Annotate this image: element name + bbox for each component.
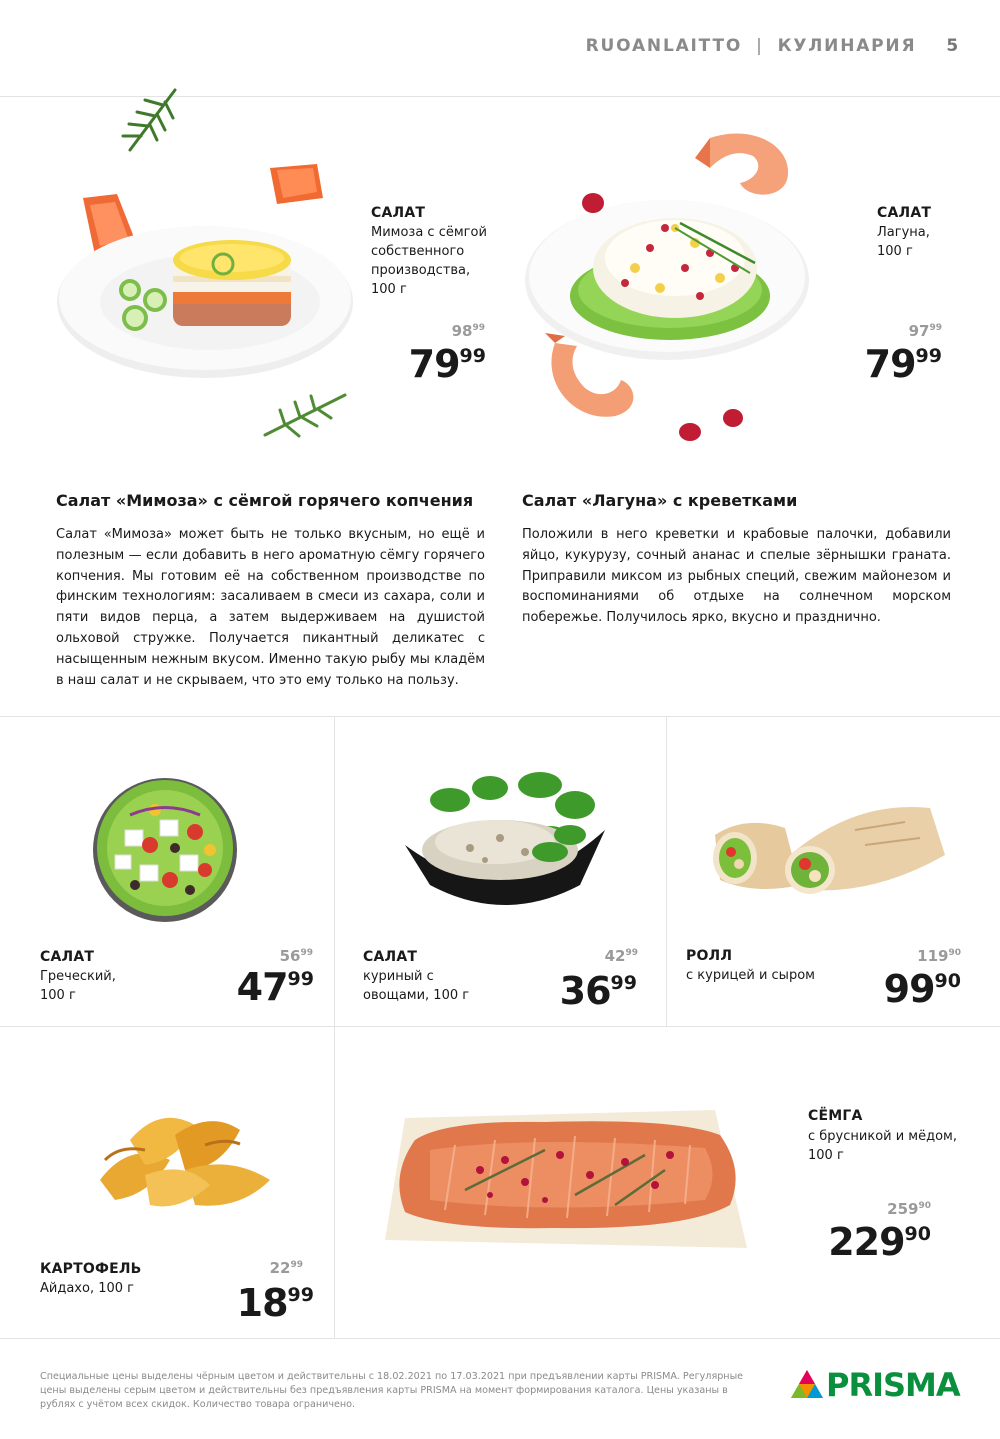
divider: [0, 1338, 1000, 1339]
salmon-fillet-image: [385, 1100, 750, 1250]
regular-price: $119^{90}$: [917, 947, 961, 965]
greek-salad-image: [85, 760, 245, 930]
regular-price: $56^{99}$: [279, 947, 313, 965]
product-description: куриный с овощами, 100 г: [363, 969, 470, 1003]
header-separator: |: [756, 36, 764, 56]
article-title-mimosa: Салат «Мимоза» с сёмгой горячего копчения: [56, 491, 474, 510]
special-price: 7999: [408, 342, 486, 386]
regular-price: $98^{99}$: [451, 322, 485, 340]
special-price: 3699: [559, 969, 637, 1013]
product-title: РОЛЛ: [686, 948, 733, 964]
regular-price: $259^{90}$: [887, 1200, 931, 1218]
prisma-logo-text: PRISMA: [826, 1366, 960, 1404]
special-price: 4799: [236, 965, 314, 1009]
product-title: САЛАТ: [877, 205, 932, 221]
potato-wedges-image: [90, 1100, 275, 1215]
regular-price: $42^{99}$: [604, 947, 638, 965]
product-description: с курицей и сыром: [686, 968, 815, 983]
mimosa-salad-image: [55, 80, 365, 450]
divider: [666, 716, 667, 1026]
special-price: 22990: [828, 1220, 931, 1264]
product-title: САЛАТ: [40, 949, 95, 965]
divider: [0, 1026, 1000, 1027]
product-title: КАРТОФЕЛЬ: [40, 1261, 142, 1277]
divider: [334, 716, 335, 1338]
product-description: Лагуна, 100 г: [877, 225, 930, 259]
product-description: Айдахо, 100 г: [40, 1281, 134, 1296]
shrimp-icon: [695, 134, 788, 195]
header-section-title: [586, 36, 960, 56]
product-title: САЛАТ: [371, 205, 426, 221]
article-text-mimosa: Салат «Мимоза» может быть не только вкусным, но ещё и полезным — если добавить в него ароматную сёмгу горячего копчения. Мы готовим её на собственном производстве по финским технологиям: засаливаем в смеси из сахара, соли и пяти видов перца, а затем выдерживаем на душистой ольховой стружке. Получается пикантный деликатес с насыщенным нежным вкусом. Именно такую рыбу мы кладём в наш салат и не скрываем, что это ему только на пользу.: [56, 527, 485, 688]
special-price: 7999: [864, 342, 942, 386]
laguna-salad-image: [525, 118, 825, 448]
header-section-ru: КУЛИНАРИЯ: [777, 36, 917, 56]
special-price: 9990: [883, 967, 961, 1011]
chicken-roll-image: [705, 800, 950, 895]
prisma-triangle-icon: [790, 1368, 824, 1400]
article-text-laguna: Положили в него креветки и крабовые палочки, добавили яйцо, кукурузу, сочный ананас и спелые зёрнышки граната. Приправили миксом из рыбных специй, свежим майонезом и воспоминаниями об отдыхе на солнечном морском побережье. Получилось ярко, вкусно и празднично.: [522, 527, 951, 626]
pomegranate-seed-icon: [582, 193, 604, 213]
prisma-logo: [790, 1366, 965, 1404]
special-price: 1899: [236, 1281, 314, 1325]
page-number: 5: [946, 36, 960, 56]
divider: [0, 716, 1000, 717]
article-title-laguna: Салат «Лагуна» с креветками: [522, 491, 798, 510]
product-description: Мимоза с сёмгой собственного производства, 100 г: [371, 225, 487, 297]
chicken-salad-image: [400, 770, 615, 915]
header-section-fi: RUOANLAITTO: [585, 36, 743, 56]
footer-disclaimer: Специальные цены выделены чёрным цветом и действительны с 18.02.2021 по 17.03.2021 при предъявлении карты PRISMA. Регулярные цены выделены серым цветом и действительны без предъявления карты PRISMA на момент формирования каталога. Цены указаны в рублях с учётом всех скидок. Количество товара ограничено.: [40, 1371, 744, 1410]
rosemary-sprig-icon: [123, 90, 175, 150]
product-description: с брусникой и мёдом, 100 г: [808, 1129, 957, 1163]
regular-price: $97^{99}$: [908, 322, 942, 340]
product-title: САЛАТ: [363, 949, 418, 965]
product-title: СЁМГА: [808, 1108, 863, 1124]
product-description: Греческий, 100 г: [40, 969, 116, 1003]
regular-price: $22^{99}$: [269, 1259, 303, 1277]
